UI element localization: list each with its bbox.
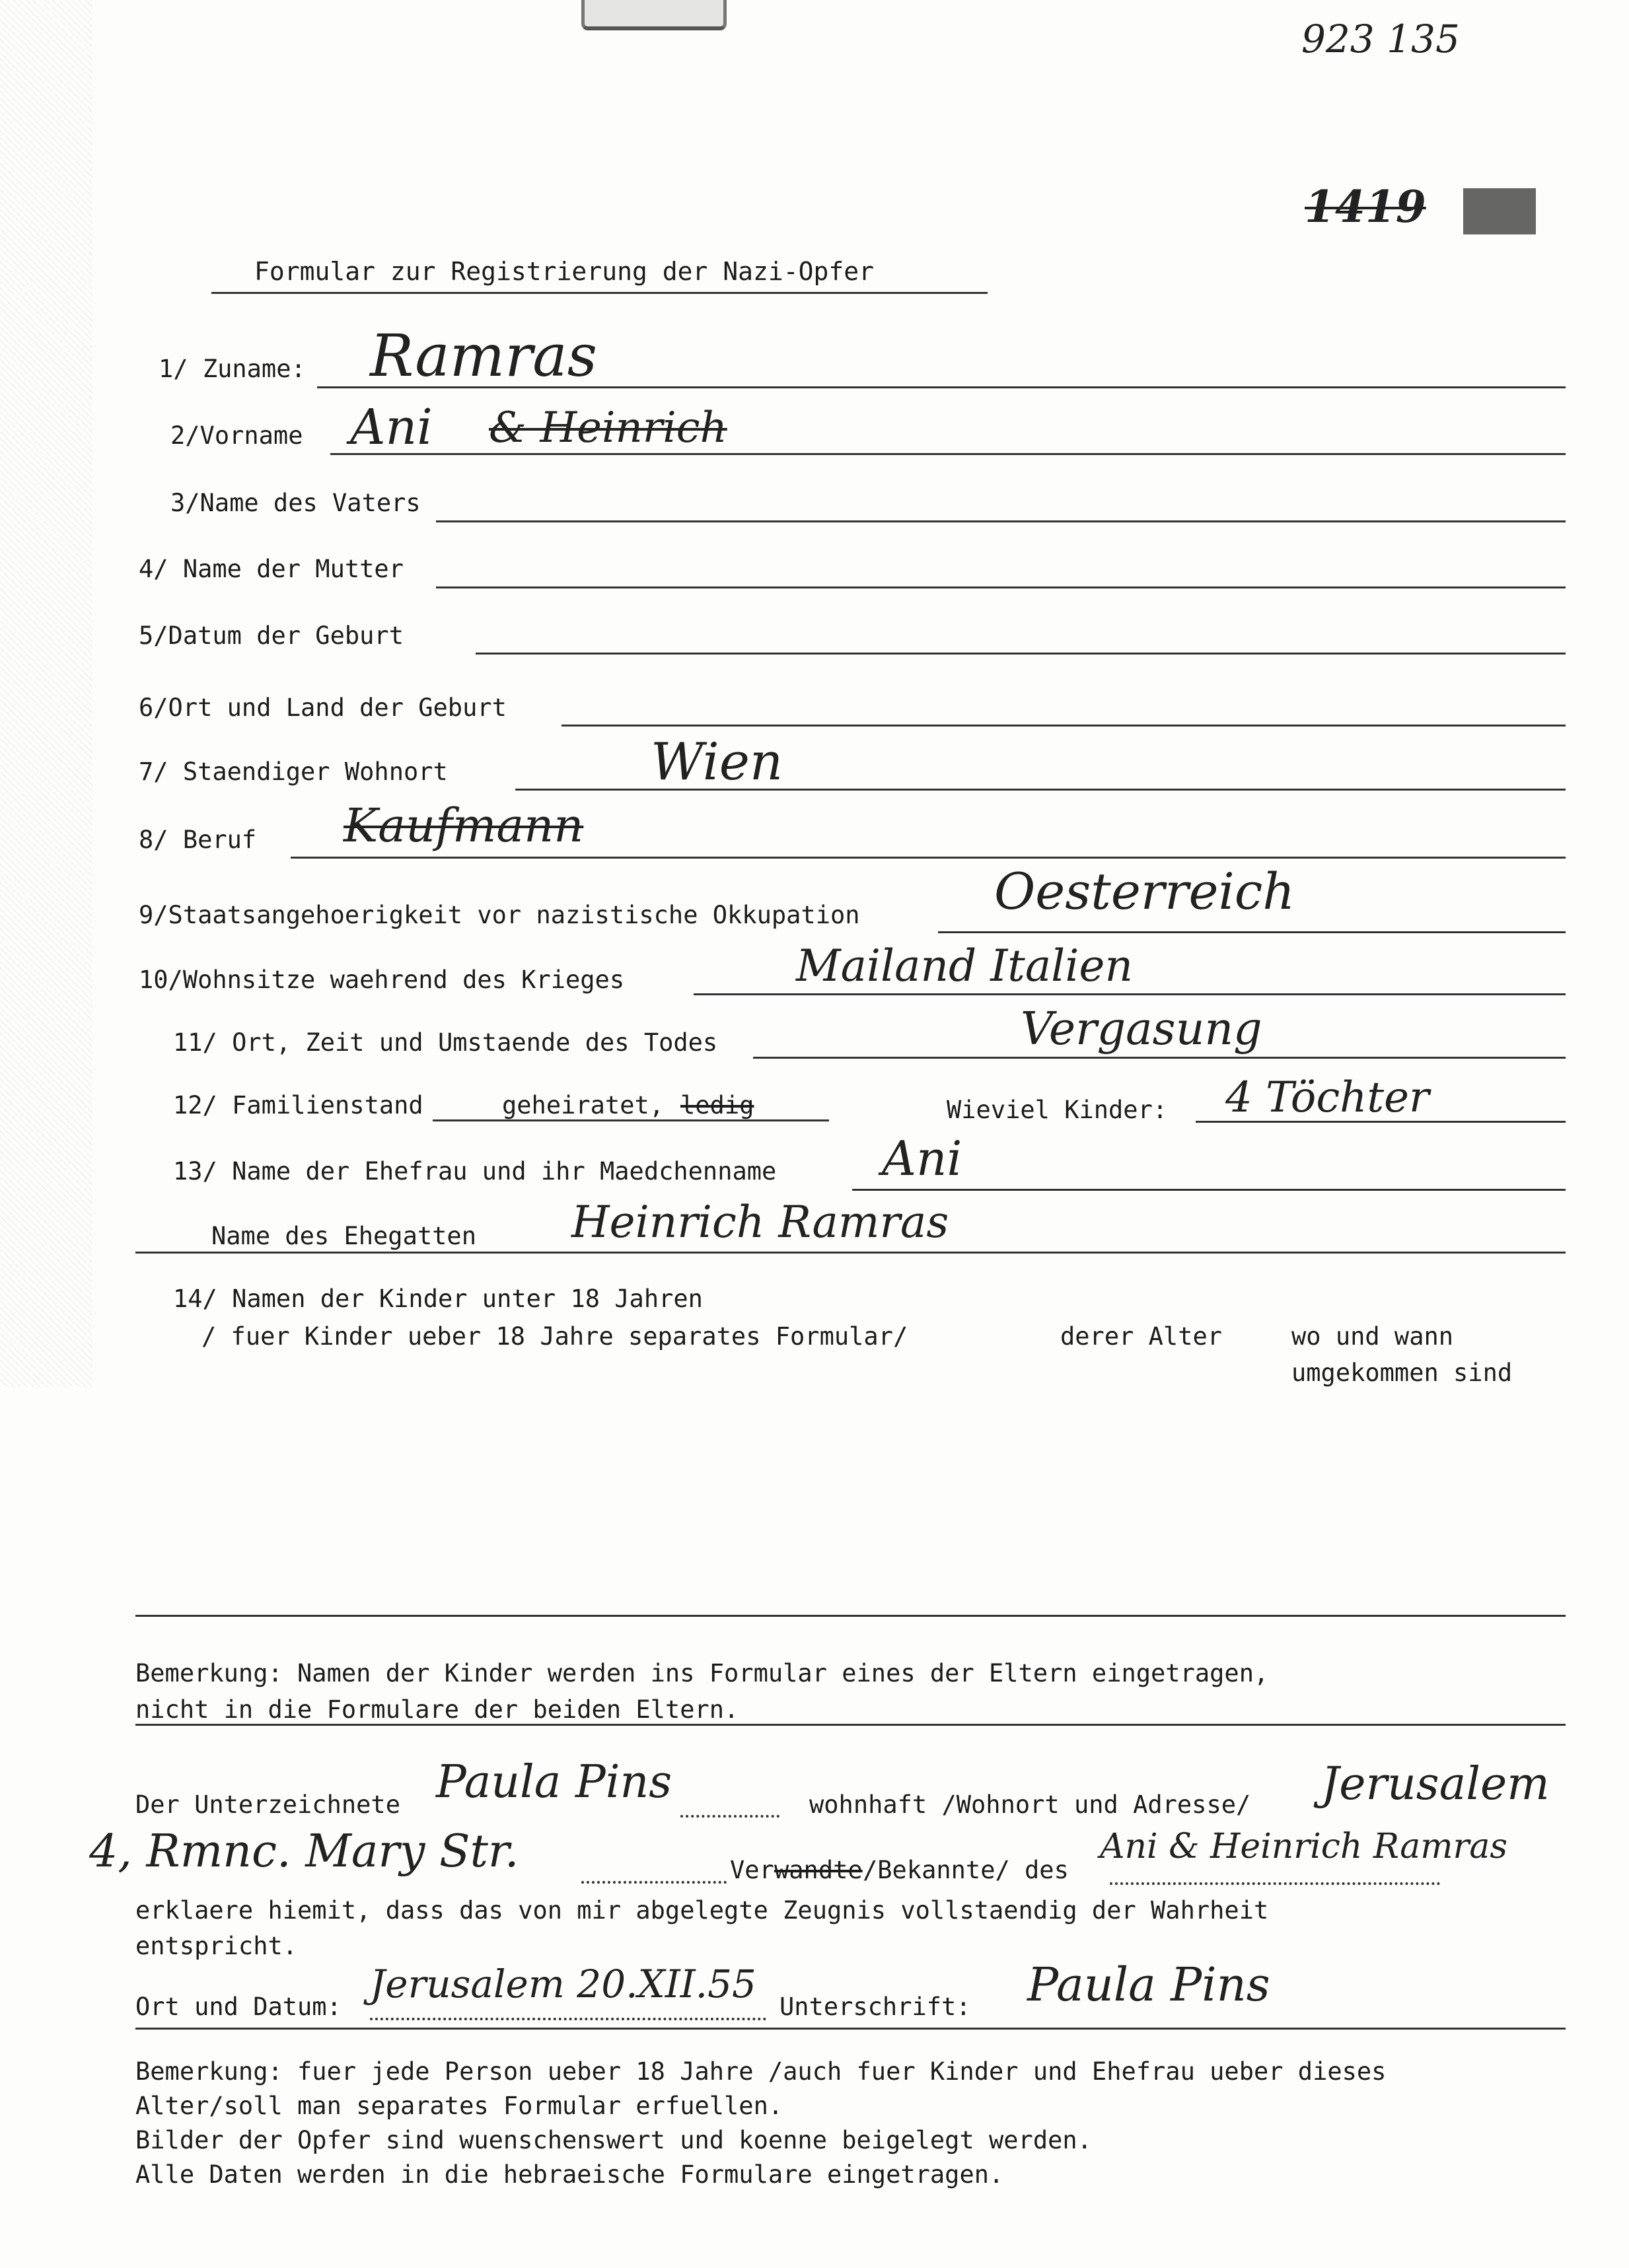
title-underline [211,292,988,294]
archive-number: 923 135 [1301,17,1460,61]
wife-name-label: 13/ Name der Ehefrau und ihr Maedchenname [173,1157,777,1186]
place-date-dots [370,2018,766,2020]
wife-name-line [852,1189,1566,1191]
wife-name-value[interactable]: Ani [882,1131,962,1186]
signature-value[interactable]: Paula Pins [1027,1958,1270,2012]
undersigned-dots [680,1815,779,1818]
staple-mark [581,0,727,30]
firstname-line [330,453,1566,455]
declaration-statement-2: entspricht. [135,1932,298,1960]
mother-name-line [436,586,1566,588]
residence-value[interactable]: Wien [651,732,783,792]
firstname-label: 2/Vorname [170,421,303,450]
residence-label: 7/ Staendiger Wohnort [139,758,448,786]
family-status-label: 12/ Familienstand [173,1091,423,1119]
husband-name-value[interactable]: Heinrich Ramras [571,1197,949,1248]
birth-date-label: 5/Datum der Geburt [139,621,404,650]
remark-final-line-4: Alle Daten werden in die hebraeische Formulare eingetragen. [135,2160,1004,2189]
birthplace-line [561,725,1566,726]
citizenship-value[interactable]: Oesterreich [994,862,1295,921]
husband-name-label: Name des Ehegatten [211,1222,476,1250]
relation-prefix: Ver [730,1856,774,1884]
mother-name-label: 4/ Name der Mutter [139,555,404,583]
children-where-when-label-2: umgekommen sind [1291,1359,1513,1387]
address-dots [581,1881,727,1884]
children-count-label: Wieviel Kinder: [947,1096,1168,1124]
residing-label: wohnhaft /Wohnort und Adresse/ [809,1790,1251,1819]
deceased-dots [1110,1882,1440,1885]
stamp-blot [1463,188,1536,234]
deceased-names-value[interactable]: Ani & Heinrich Ramras [1100,1827,1508,1866]
place-date-value[interactable]: Jerusalem 20.XII.55 [370,1962,756,2006]
relation-label: /Bekannte/ des [863,1856,1069,1884]
death-circumstances-label: 11/ Ort, Zeit und Umstaende des Todes [173,1028,718,1057]
surname-label: 1/ Zuname: [159,355,306,383]
occupation-label: 8/ Beruf [139,826,257,854]
occupation-line [291,857,1566,859]
paper-speckle [0,0,92,1387]
undersigned-value[interactable]: Paula Pins [436,1756,672,1808]
archive-number-struck: 1419 [1305,181,1426,232]
wartime-residence-value[interactable]: Mailand Italien [796,940,1133,991]
birth-date-line [476,653,1566,655]
address-value[interactable]: 4, Rmnc. Mary Str. [89,1825,519,1878]
remark-children-line-2: nicht in die Formulare der beiden Eltern. [135,1695,739,1724]
citizenship-label: 9/Staatsangehoerigkeit vor nazistische Okkupation [139,901,860,929]
surname-line [317,386,1566,388]
firstname-value[interactable]: Ani [350,399,433,456]
father-name-line [436,520,1566,522]
husband-name-line [135,1252,1566,1254]
remark-children-line [135,1724,1566,1726]
place-date-label: Ort und Datum: [135,1993,342,2021]
remark-children-line-1: Bemerkung: Namen der Kinder werden ins Formular eines der Eltern eingetragen, [135,1659,1269,1687]
citizenship-line [938,931,1566,933]
remark-final-line-2: Alter/soll man separates Formular erfuellen. [135,2092,783,2120]
occupation-value[interactable]: Kaufmann [344,798,584,853]
children-where-when-label: wo und wann [1291,1322,1454,1351]
residence-line [515,789,1566,791]
undersigned-label: Der Unterzeichnete [135,1790,400,1819]
declaration-statement-1: erklaere hiemit, dass das von mir abgelegte Zeugnis vollstaendig der Wahrheit [135,1896,1269,1925]
death-circumstances-line [753,1057,1566,1059]
form-title: Formular zur Registrierung der Nazi-Opfer [254,257,874,286]
declaration-bottom-line [135,2028,1566,2030]
children-over18-note: / fuer Kinder ueber 18 Jahre separates Formular/ [201,1322,908,1351]
signature-label: Unterschrift: [779,1993,971,2021]
wartime-residence-line [694,993,1566,995]
family-status-married[interactable]: geheiratet, [502,1091,665,1119]
family-status-line [433,1119,829,1121]
children-names-label: 14/ Namen der Kinder unter 18 Jahren [173,1285,703,1313]
father-name-label: 3/Name des Vaters [170,489,421,517]
death-circumstances-value[interactable]: Vergasung [1021,1003,1262,1055]
remark-final-line-1: Bemerkung: fuer jede Person ueber 18 Jahre /auch fuer Kinder und Ehefrau ueber dieses [135,2057,1387,2086]
children-count-line [1196,1121,1566,1123]
family-status-single-struck: ledig [680,1091,754,1119]
relation-struck: wandte [774,1856,863,1884]
firstname-value-struck: & Heinrich [489,404,727,452]
wartime-residence-label: 10/Wohnsitze waehrend des Krieges [139,966,625,994]
residence-city-value[interactable]: Jerusalem [1321,1758,1550,1810]
children-section-line [135,1615,1566,1617]
children-count-value[interactable]: 4 Töchter [1225,1073,1430,1122]
birthplace-label: 6/Ort und Land der Geburt [139,693,507,722]
remark-final-line-3: Bilder der Opfer sind wuenschenswert und koenne beigelegt werden. [135,2126,1092,2154]
surname-value[interactable]: Ramras [370,322,597,390]
children-age-label: derer Alter [1060,1322,1223,1351]
